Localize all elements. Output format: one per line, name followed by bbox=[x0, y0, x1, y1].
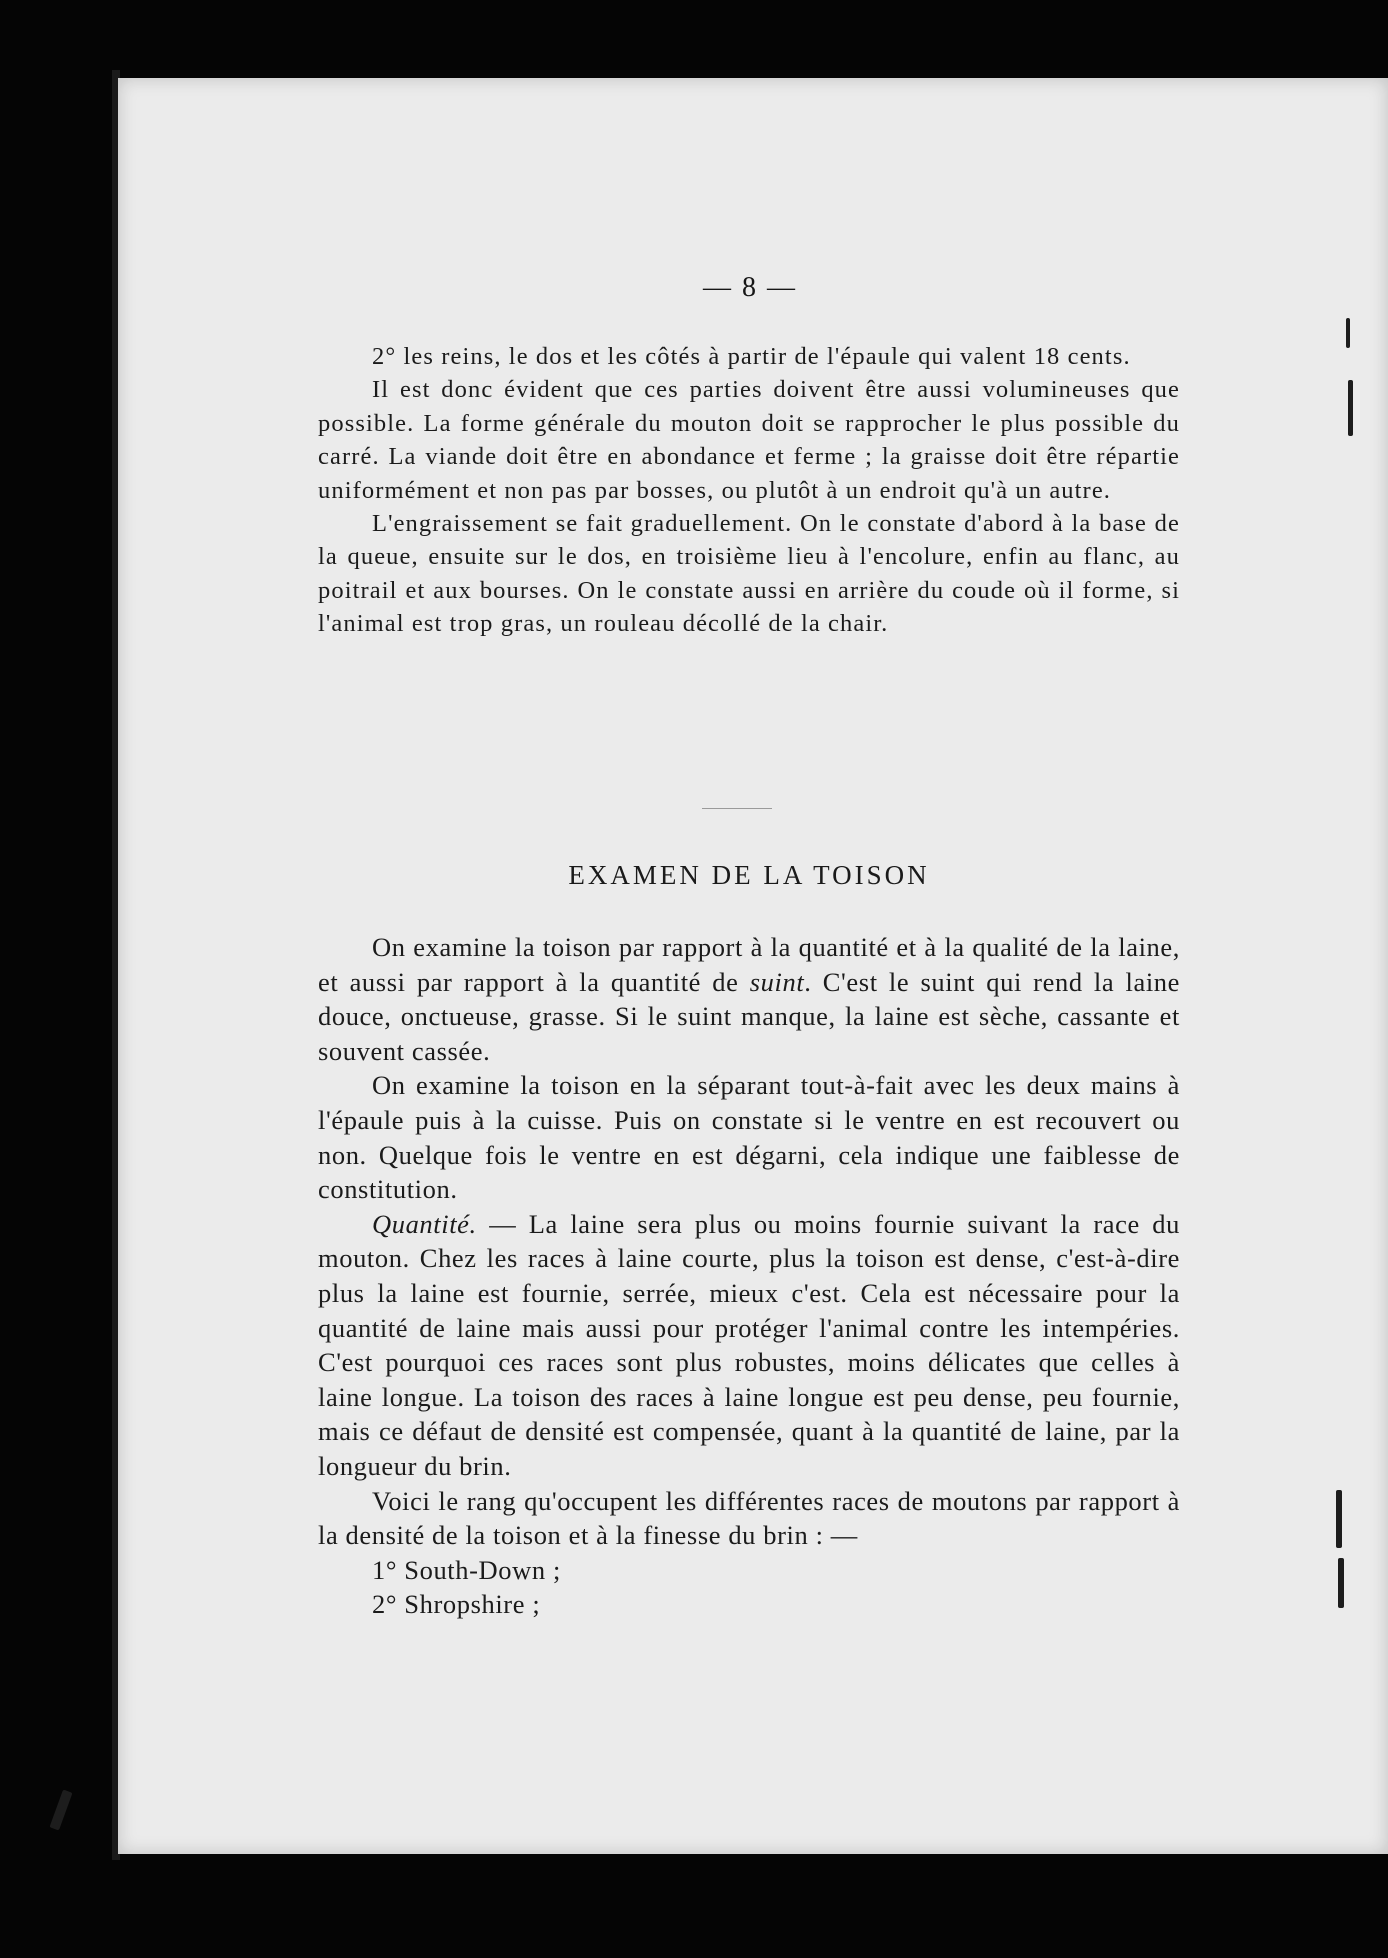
paragraph: Il est donc évident que ces parties doivent être aussi volumineuses que possible. La forme générale du mouton doit se rapprocher le plus possible du carré. La viande doit être en abondance et ferme ; la graisse doit être répartie uniformément et non pas par bosses, ou plutôt à un endroit qu'à un autre. bbox=[318, 376, 1180, 504]
page-number: — 8 — bbox=[703, 272, 797, 303]
italic-heading: Quantité. bbox=[372, 1208, 477, 1239]
section-title: EXAMEN DE LA TOISON bbox=[568, 860, 930, 890]
list-item: 2° Shropshire ; bbox=[372, 1589, 541, 1620]
scan-artifact bbox=[1346, 318, 1350, 348]
paragraph: L'engraissement se fait graduellement. On le constate d'abord à la base de la queue, ensuite sur le dos, en troisième lieu à l'encolure, enfin au flanc, au poitrail et aux bourses. On le constate aussi en arrière du coude où il forme, si l'animal est trop gras, un rouleau décollé de la chair. bbox=[318, 510, 1180, 638]
paragraph bbox=[318, 930, 1180, 1068]
italic-term: suint bbox=[749, 966, 805, 997]
paragraph bbox=[318, 1207, 1180, 1484]
scan-artifact bbox=[49, 1789, 72, 1830]
paragraph: On examine la toison en la séparant tout-à-fait avec les deux mains à l'épaule puis à la cuisse. Puis on constate si le ventre en est recouvert ou non. Quelque fois le ventre en est dégarni, cela indique une faiblesse de constitution. bbox=[318, 1070, 1180, 1205]
top-text bbox=[318, 340, 1180, 641]
text-span: On examine la toison par rapport à la quantité et à la qualité de la laine, et aussi par rapport à la quantité de bbox=[318, 932, 1180, 997]
list-item: 1° South-Down ; bbox=[372, 1554, 561, 1585]
scan-artifact bbox=[1336, 1490, 1342, 1548]
paragraph: Voici le rang qu'occupent les différentes races de moutons par rapport à la densité de la toison et à la finesse du brin : — bbox=[318, 1485, 1180, 1551]
scan-artifact bbox=[1338, 1558, 1344, 1608]
scan-artifact bbox=[1348, 380, 1353, 436]
section-divider bbox=[702, 808, 772, 809]
text-span: . C'est le suint qui rend la laine douce, onctueuse, grasse. Si le suint manque, la laine est sèche, cassante et souvent cassée. bbox=[318, 966, 1180, 1066]
text-span: — La laine sera plus ou moins fournie suivant la race du mouton. Chez les races à laine courte, plus la toison est dense, c'est-à-dire plus la laine est fournie, serrée, mieux c'est. Cela est nécessaire pour la quantité de laine mais aussi pour protéger l'animal contre les intempéries. C'est pourquoi ces races sont plus robustes, moins délicates que celles à laine longue. La toison des races à laine longue est peu dense, peu fournie, mais ce défaut de densité est compensée, quant à la quantité de laine, par la longueur du brin. bbox=[318, 1208, 1180, 1481]
section-text bbox=[318, 930, 1180, 1622]
paragraph: 2° les reins, le dos et les côtés à partir de l'épaule qui valent 18 cents. bbox=[372, 343, 1131, 370]
